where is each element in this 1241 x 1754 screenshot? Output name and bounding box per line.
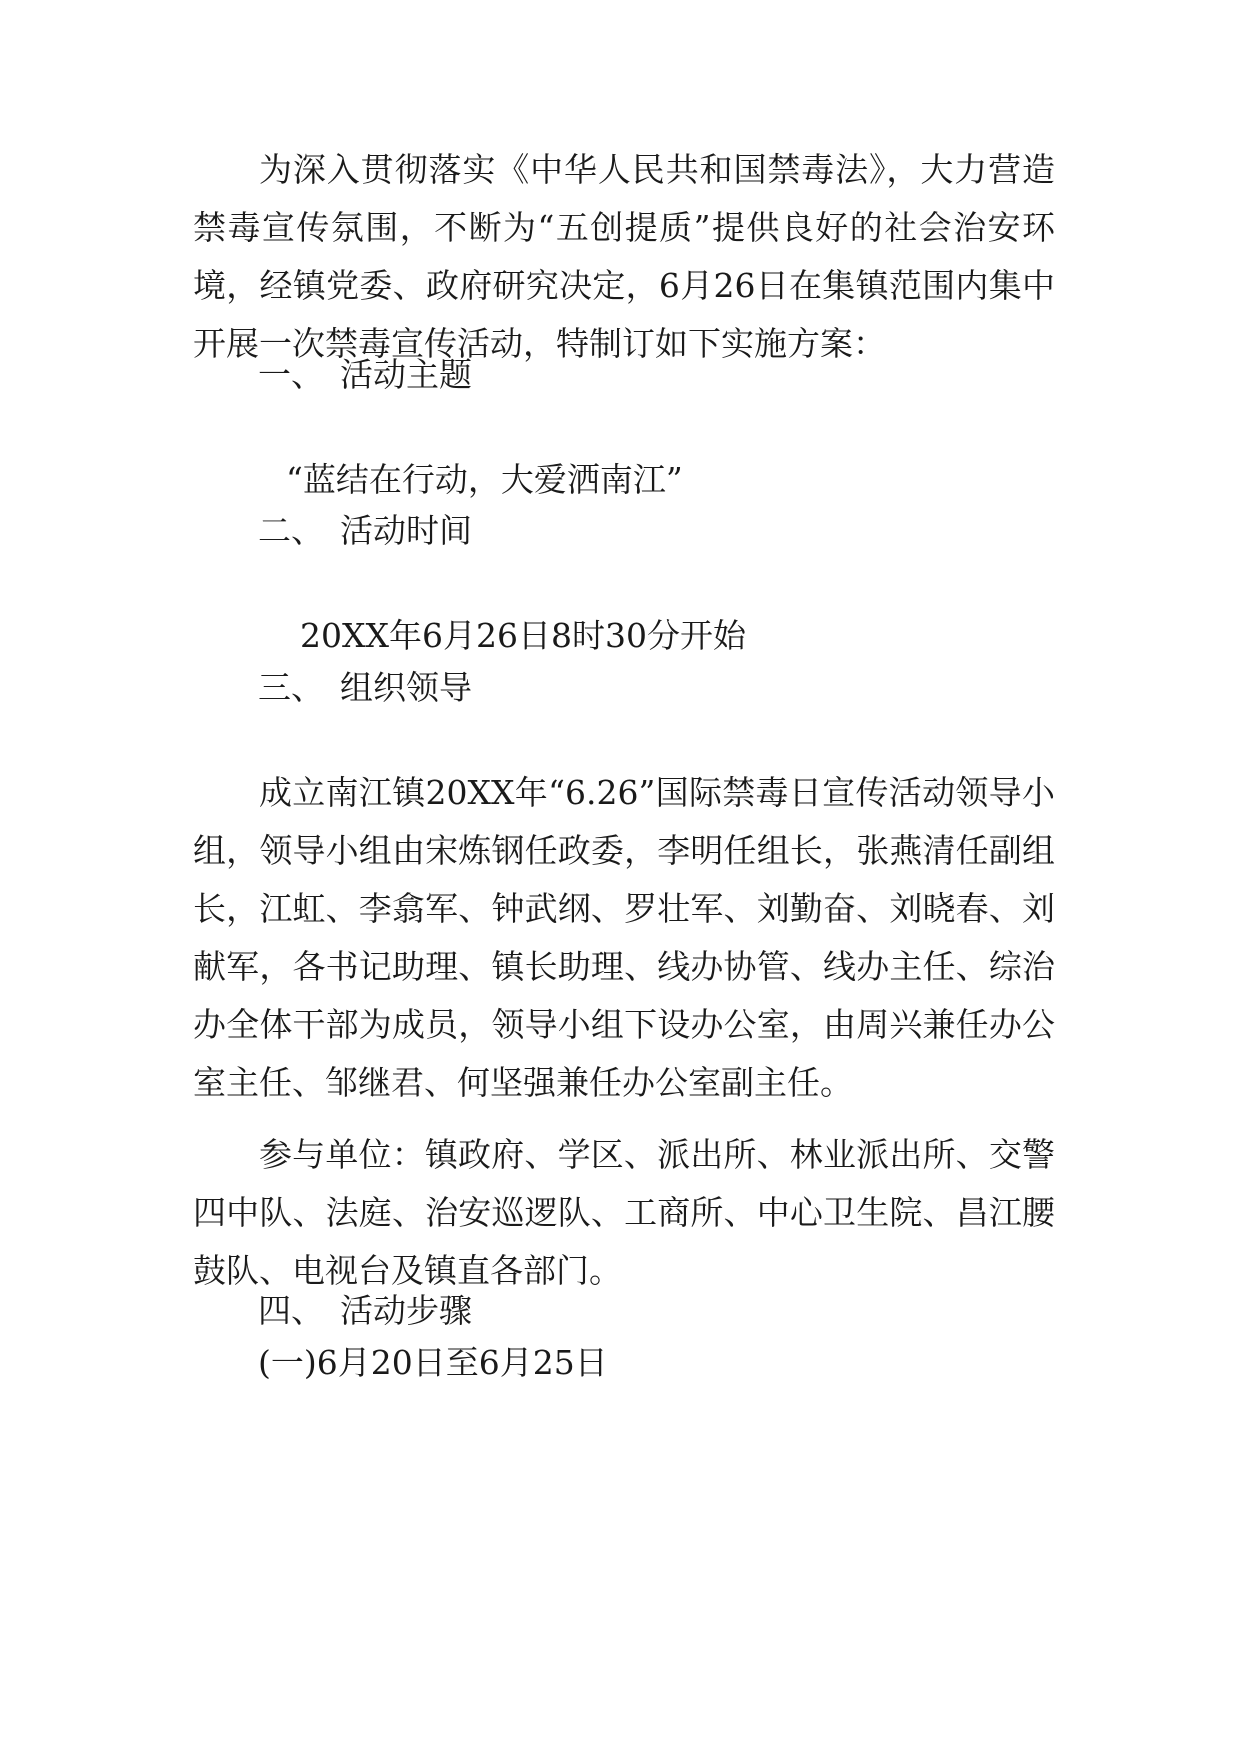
section-number: 三、 xyxy=(258,668,324,707)
participants-paragraph: 参与单位：镇政府、学区、派出所、林业派出所、交警四中队、法庭、治安巡逻队、工商所、中心卫生院、昌江腰鼓队、电视台及镇直各部门。 xyxy=(193,1135,1055,1290)
activity-theme: “蓝结在行动，大爱洒南江” xyxy=(286,460,683,499)
section-heading-4 xyxy=(258,1282,472,1340)
section-number: 一、 xyxy=(258,355,324,394)
section-heading-2 xyxy=(258,502,472,560)
section-title: 活动主题 xyxy=(340,355,472,394)
section-title: 活动时间 xyxy=(340,511,472,550)
section-number: 四、 xyxy=(258,1291,324,1330)
section-title: 组织领导 xyxy=(340,668,472,707)
intro-paragraph: 为深入贯彻落实《中华人民共和国禁毒法》，大力营造禁毒宣传氛围，不断为“五创提质”提供良好的社会治安环境，经镇党委、政府研究决定，6月26日在集镇范围内集中开展一次禁毒宣传活动，特制订如下实施方案： xyxy=(193,150,1055,363)
section-title: 活动步骤 xyxy=(340,1291,472,1330)
step-1-heading: (一)6月20日至6月25日 xyxy=(258,1343,608,1382)
section-heading-3 xyxy=(258,659,472,717)
activity-time: 20XX年6月26日8时30分开始 xyxy=(300,616,746,655)
section-heading-1 xyxy=(258,346,472,404)
section-number: 二、 xyxy=(258,511,324,550)
leadership-paragraph: 成立南江镇20XX年“6.26”国际禁毒日宣传活动领导小组，领导小组由宋炼钢任政委，李明任组长，张燕清任副组长，江虹、李翕军、钟武纲、罗壮军、刘勤奋、刘晓春、刘献军，各书记助理、镇长助理、线办协管、线办主任、综治办全体干部为成员，领导小组下设办公室，由周兴兼任办公室主任、邹继君、何坚强兼任办公室副主任。 xyxy=(193,773,1055,1102)
